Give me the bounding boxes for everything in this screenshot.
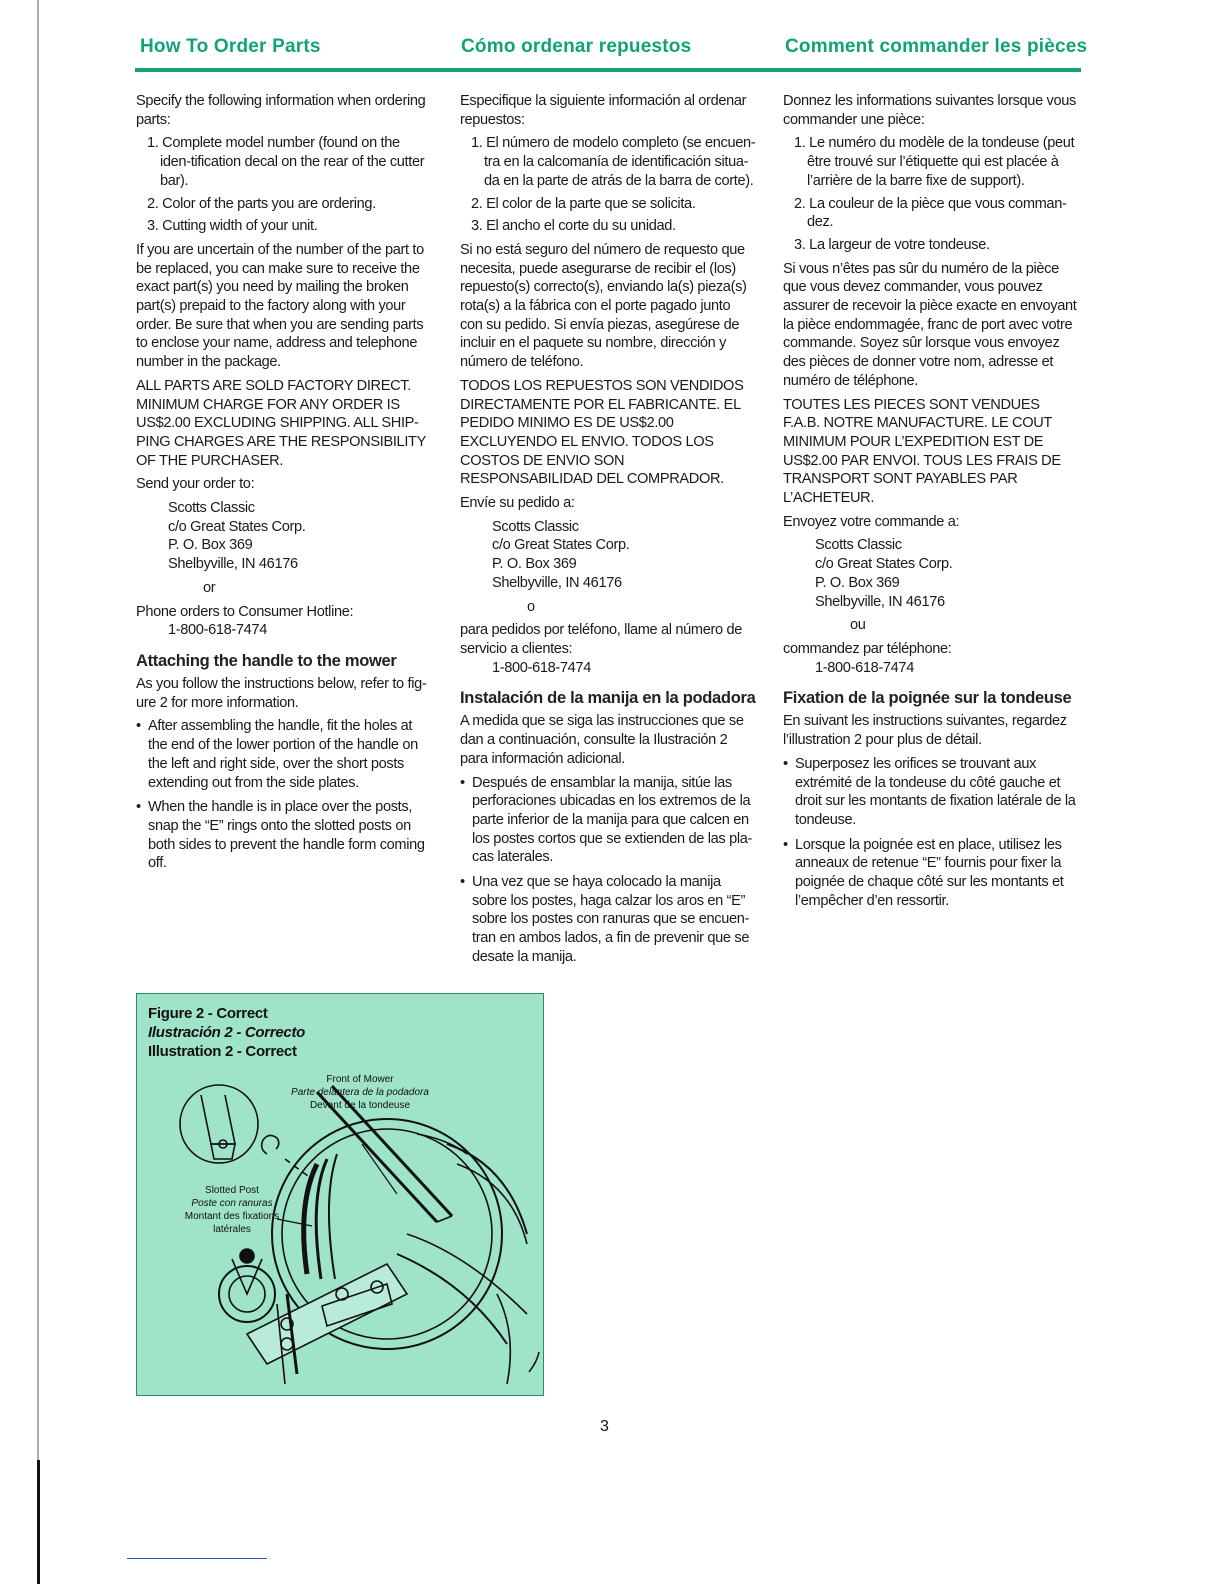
address-line: Scotts Classic (815, 537, 902, 554)
address-block (136, 499, 432, 574)
send-label: Send your order to: (136, 476, 255, 493)
post-label-fr: Montant des fixations latérales (184, 1211, 280, 1235)
intro-text: Especifique la siguiente información al ordenar repuestos: (460, 93, 747, 128)
address-line: Shelbyville, IN 46176 (815, 593, 945, 610)
list-item: 1. Le numéro du modèle de la tondeuse (peut être trouvé sur l’étiquette qui est placée à l’arrière de la barre fixe de support). (794, 135, 1075, 189)
list-item: 2. La couleur de la pièce que vous comman-dez. (794, 195, 1067, 231)
footer-line (127, 1558, 267, 1559)
list-item: 1. Complete model number (found on the iden-tification decal on the rear of the cutter bar). (147, 135, 425, 189)
binder-line (37, 0, 39, 1584)
address-line: P. O. Box 369 (492, 556, 577, 573)
handle-bullets (460, 774, 756, 967)
address-line: Scotts Classic (492, 518, 579, 535)
bullet-item: • Después de ensamblar la manija, sitúe las perforaciones ubicadas en los extremos de la parte inferior de la manija para que calcen en los postes cortos que se extienden de las pla-cas laterales. (460, 774, 756, 868)
list-item: 2. El color de la parte que se solicita. (471, 195, 696, 212)
figure-title-fr: Illustration 2 - Correct (148, 1043, 297, 1060)
header-es: Cómo ordenar repuestos (461, 36, 692, 57)
address-line: P. O. Box 369 (168, 537, 253, 554)
info-list (136, 134, 432, 236)
list-item: 1. El número de modelo completo (se encuen-tra en la calcomanía de identificación situa-da en la parte de atrás de la barra de corte). (471, 135, 756, 189)
binder-edge (37, 1460, 40, 1584)
handle-intro: As you follow the instructions below, refer to fig-ure 2 for more information. (136, 675, 427, 711)
slotted-post-label (177, 1184, 287, 1236)
address-line: Shelbyville, IN 46176 (168, 556, 298, 573)
or-text: ou (850, 617, 866, 634)
phone-label: para pedidos por teléfono, llame al número de servicio a clientes: (460, 622, 742, 657)
handle-intro: A medida que se siga las instrucciones que se dan a continuación, consulte la Ilustración 2 para información adicional. (460, 713, 744, 767)
header-rule (135, 68, 1081, 72)
post-label-es: Poste con ranuras (191, 1198, 273, 1209)
or-text: o (527, 598, 535, 615)
address-line: P. O. Box 369 (815, 574, 900, 591)
list-item: 3. La largeur de votre tondeuse. (794, 236, 990, 253)
bullet-item: • Una vez que se haya colocado la manija sobre los postes, haga calzar los aros en “E” sobre los postes con ranuras que se encuen-tran en ambos lados, a fin de prevenir que se desate la manija. (460, 873, 756, 967)
uncertain-text: Si vous n’êtes pas sûr du numéro de la pièce que vous devez commander, vous pouvez assurer de recevoir la pièce exacte en envoyant la pièce endommagée, franc de port avec votre commande. Soyez sûr lorsque vous envoyez des pièces de donner votre nom, adresse et numéro de téléphone. (783, 260, 1077, 389)
header-fr: Comment commander les pièces (785, 36, 1088, 57)
address-line: c/o Great States Corp. (815, 556, 953, 573)
uncertain-text: If you are uncertain of the number of the part to be replaced, you can make sure to receive the exact part(s) you need by mailing the broken part(s) prepaid to the factory along with your order. Be sure that when you are sending parts to enclose your name, address and telephone number in the package. (136, 241, 424, 371)
header-en: How To Order Parts (140, 36, 321, 57)
send-label: Envíe su pedido a: (460, 495, 575, 512)
post-label-en: Slotted Post (205, 1185, 259, 1196)
phone-number: 1-800-618-7474 (492, 659, 591, 676)
phone-number: 1-800-618-7474 (168, 622, 267, 639)
phone-label: Phone orders to Consumer Hotline: (136, 603, 354, 620)
list-item: 2. Color of the parts you are ordering. (147, 195, 376, 212)
handle-heading: Fixation de la poignée sur la tondeuse (783, 689, 1072, 708)
or-text: or (203, 579, 216, 596)
bullet-item: • Superposez les orifices se trouvant aux extrémité de la tondeuse du côté gauche et droit sur les montants de fixation latérale de la tondeuse. (783, 755, 1079, 830)
info-list (460, 134, 756, 236)
figure-title-en: Figure 2 - Correct (148, 1005, 268, 1022)
list-item: 3. Cutting width of your unit. (147, 218, 318, 235)
address-block (460, 518, 756, 593)
factory-text: TOUTES LES PIECES SONT VENDUES F.A.B. NOTRE MANUFACTURE. LE COUT MINIMUM POUR L’EXPEDITION EST DE US$2.00 PAR ENVOI. TOUS LES FRAIS DE TRANSPORT SONT PAYABLES PAR L’ACHETEUR. (783, 396, 1061, 507)
factory-text: ALL PARTS ARE SOLD FACTORY DIRECT. MINIMUM CHARGE FOR ANY ORDER IS US$2.00 EXCLUDING SHIPPING. ALL SHIP-PING CHARGES ARE THE RESPONSIBILITY OF THE PURCHASER. (136, 377, 426, 469)
phone-number: 1-800-618-7474 (815, 659, 914, 676)
figure-title-es: Ilustración 2 - Correcto (148, 1024, 306, 1041)
address-line: c/o Great States Corp. (168, 518, 306, 535)
front-label-en: Front of Mower (326, 1074, 394, 1085)
figure-title (148, 1004, 305, 1061)
handle-bullets (136, 717, 432, 873)
phone-label: commandez par téléphone: (783, 640, 952, 657)
handle-heading: Instalación de la manija en la podadora (460, 689, 756, 708)
front-of-mower-label (285, 1073, 435, 1112)
info-list (783, 134, 1079, 254)
address-line: c/o Great States Corp. (492, 537, 630, 554)
uncertain-text: Si no está seguro del número de requesto que necesita, puede asegurarse de recibir el (los) repuesto(s) correcto(s), enviando la(s) pieza(s) rota(s) a la fábrica con el porte pagado junto con su pedido. Si envía piezas, asegúrese de incluir en el paquete su nombre, dirección y número de teléfono. (460, 241, 747, 371)
intro-text: Specify the following information when ordering parts: (136, 93, 426, 128)
address-line: Shelbyville, IN 46176 (492, 574, 622, 591)
e-ring-shape (262, 1135, 279, 1154)
address-block (783, 536, 1079, 611)
front-label-es: Parte delantera de la podadora (291, 1087, 429, 1098)
bullet-item: • Lorsque la poignée est en place, utilisez les anneaux de retenue “E” fournis pour fixer la poignée de chaque côté sur les montants et l’empêcher d’en ressortir. (783, 836, 1079, 911)
front-label-fr: Devant de la tondeuse (309, 1100, 411, 1111)
send-label: Envoyez votre commande a: (783, 513, 960, 530)
list-item: 3. El ancho el corte du su unidad. (471, 218, 676, 235)
column-en (136, 92, 432, 879)
bullet-item: • When the handle is in place over the posts, snap the “E” rings onto the slotted posts on both sides to prevent the handle form coming off. (136, 798, 432, 873)
page-number: 3 (600, 1418, 609, 1435)
handle-intro: En suivant les instructions suivantes, regardez l’illustration 2 pour plus de détail. (783, 713, 1067, 749)
detail-circle (180, 1085, 258, 1163)
bullet-item: • After assembling the handle, fit the holes at the end of the lower portion of the handle on the left and right side, over the short posts extending out from the side plates. (136, 717, 432, 792)
column-es (460, 92, 756, 973)
address-line: Scotts Classic (168, 500, 255, 517)
column-fr (783, 92, 1079, 916)
figure-2 (136, 993, 544, 1396)
factory-text: TODOS LOS REPUESTOS SON VENDIDOS DIRECTAMENTE POR EL FABRICANTE. EL PEDIDO MINIMO ES DE US$2.00 EXCLUYENDO EL ENVIO. TODOS LOS COSTOS DE ENVIO SON RESPONSABILIDAD DEL COMPRADOR. (460, 377, 744, 488)
intro-text: Donnez les informations suivantes lorsque vous commander une pièce: (783, 93, 1076, 128)
handle-heading: Attaching the handle to the mower (136, 651, 397, 670)
handle-bullets (783, 755, 1079, 911)
